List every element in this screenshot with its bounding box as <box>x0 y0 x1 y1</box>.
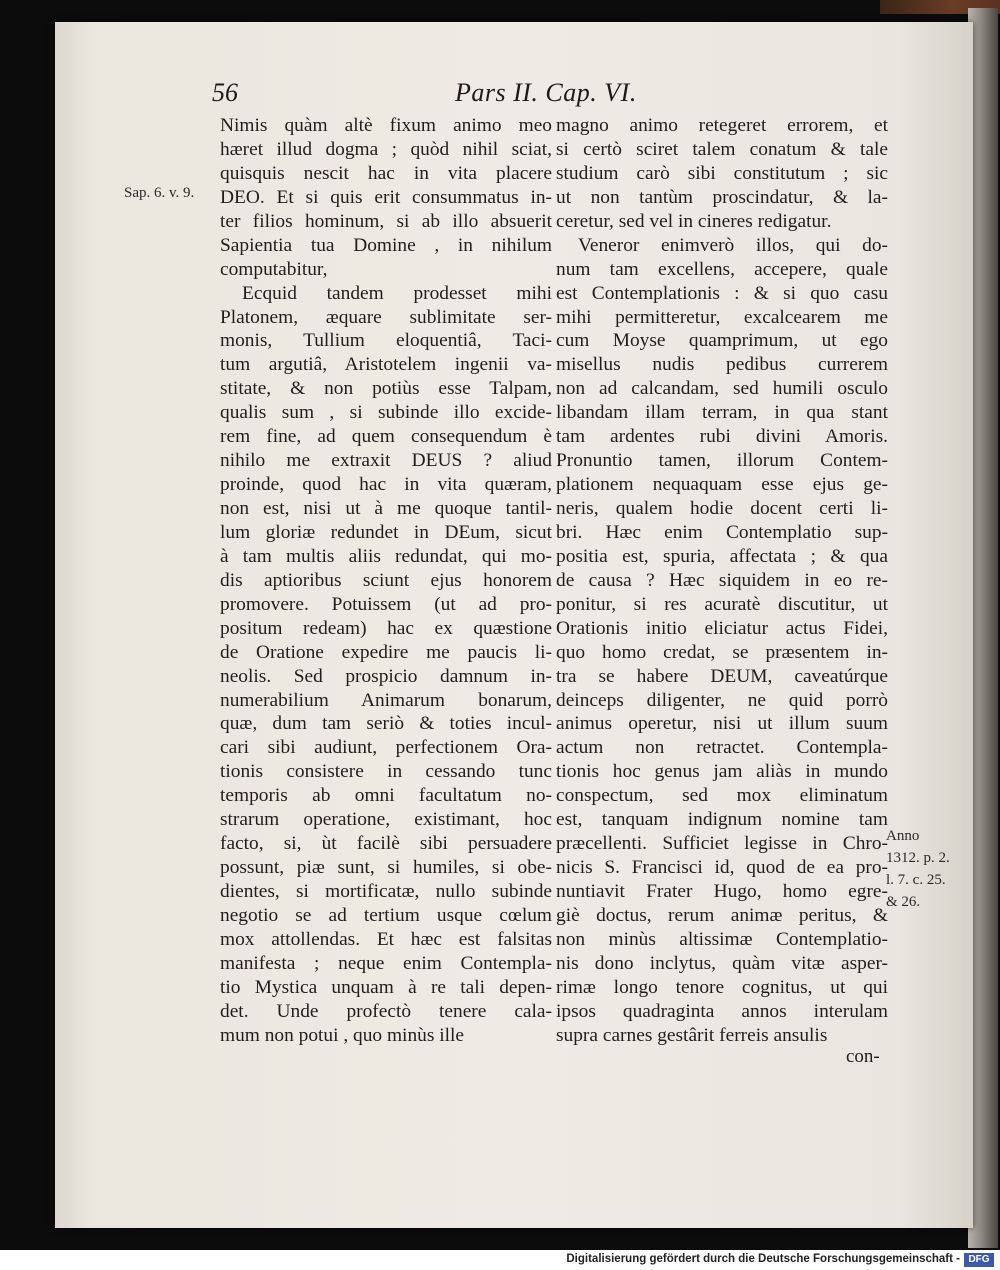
text-line: non ad calcandam, sed humili osculo <box>556 378 888 400</box>
text-line: DEO. Et si quis erit consummatus in- <box>220 186 552 208</box>
text-line: quo homo credat, se præsentem in- <box>556 641 888 663</box>
running-head: Pars II. Cap. VI. <box>455 78 637 107</box>
text-line: rem fine, ad quem consequendum è <box>220 426 552 448</box>
text-line: Sapientia tua Domine , in nihilum <box>220 234 552 256</box>
text-line: manifesta ; neque enim Contempla- <box>220 952 552 974</box>
text-line: Nimis quàm altè fixum animo meo <box>220 115 552 136</box>
page-number: 56 <box>212 78 238 107</box>
text-line: si certò sciret talem conatum & tale <box>556 138 888 160</box>
text-line: Veneror enimverò illos, qui do- <box>578 234 888 256</box>
text-line: non est, nisi ut à me quoque tantil- <box>220 498 552 519</box>
text-line: hæret illud dogma ; quòd nihil sciat, <box>220 138 552 160</box>
text-line: qualis sum , si subinde illo excide- <box>220 402 552 424</box>
text-line: dis aptioribus sciunt ejus honorem <box>220 569 552 591</box>
text-line: Ecquid tandem prodesset mihi <box>242 282 552 304</box>
margin-note-scripture-ref: Sap. 6. v. 9. <box>124 185 195 201</box>
text-line: de Oratione expedire me paucis li- <box>220 641 552 663</box>
footer-credit: Digitalisierung gefördert durch die Deutsche Forschungsgemeinschaft - <box>566 1253 960 1265</box>
text-line: proinde, quod hac in vita quæram, <box>220 474 552 496</box>
text-line: negotio se ad tertium usque cœlum <box>220 904 552 926</box>
text-line: num tam excellens, accepere, quale <box>556 258 888 280</box>
text-line: Orationis initio eliciatur actus Fidei, <box>556 617 888 639</box>
text-line: nihilo me extraxit DEUS ? aliud <box>220 450 552 472</box>
text-line: dientes, si mortificatæ, nullo subinde <box>220 881 552 902</box>
left-text-column <box>220 114 552 1048</box>
text-line: libandam illam terram, in qua stant <box>556 402 888 424</box>
text-line: non minùs altissimæ Contemplatio- <box>556 928 888 950</box>
text-line: plationem nequaquam esse ejus ge- <box>556 474 888 496</box>
text-line: quisquis nescit hac in vita placere <box>220 162 552 184</box>
footer-bar <box>0 1250 1000 1270</box>
text-line: de causa ? Hæc siquidem in eo re- <box>556 569 888 591</box>
text-line: conspectum, sed mox eliminatum <box>556 785 888 807</box>
text-line: mihi permitteretur, excalcearem me <box>556 306 888 328</box>
text-line: ter filios hominum, si ab illo absuerit <box>220 210 552 232</box>
text-line: supra carnes gestârit ferreis ansulis <box>556 1024 828 1046</box>
text-line: magno animo retegeret errorem, et <box>556 115 888 136</box>
text-line: computabitur, <box>220 258 328 280</box>
text-line: positia est, spuria, affectata ; & qua <box>556 545 888 567</box>
dfg-logo: DFG <box>964 1253 994 1267</box>
text-line: tum argutiâ, Aristotelem ingenii va- <box>220 354 552 376</box>
text-line: est, tanquam indignum nomine tam <box>556 809 888 831</box>
text-line: tio Mystica unquam à re tali depen- <box>220 976 552 998</box>
text-line: actum non retractet. Contempla- <box>556 737 888 759</box>
text-line: ipsos quadraginta annos interulam <box>556 1000 888 1022</box>
text-line: giè doctus, rerum animæ peritus, & <box>556 904 888 926</box>
text-line: à tam multis aliis redundat, qui mo- <box>220 545 552 567</box>
text-line: positum redeam) hac ex quæstione <box>220 617 552 639</box>
text-line: præcellenti. Sufficiet legisse in Chro- <box>556 833 888 855</box>
text-line: neolis. Sed prospicio damnum in- <box>220 665 552 687</box>
text-line: cari sibi audiunt, perfectionem Ora- <box>220 737 552 759</box>
text-line: nis dono inclytus, quàm vitæ asper- <box>556 952 888 974</box>
text-line: monis, Tullium eloquentiâ, Taci- <box>220 330 552 352</box>
text-line: studium carò sibi constitutum ; sic <box>556 162 888 184</box>
text-line: tionis consistere in cessando tunc <box>220 761 552 783</box>
text-line: tionis hoc genus jam aliàs in mundo <box>556 761 888 783</box>
text-line: facto, si, ùt facilè sibi persuadere <box>220 833 552 855</box>
text-line: quæ, dum tam seriò & toties incul- <box>220 713 552 735</box>
text-line: nicis S. Francisci id, quod de ea pro- <box>556 857 888 879</box>
text-line: temporis ab omni facultatum no- <box>220 785 552 807</box>
right-text-column <box>556 114 888 1048</box>
text-line: tam ardentes rubi divini Amoris. <box>556 426 888 448</box>
margin-note-anno-line: & 26. <box>886 894 921 910</box>
text-line: ut non tantùm proscindatur, & la- <box>556 186 888 208</box>
text-line: stitate, & non potiùs esse Talpam, <box>220 378 552 400</box>
text-line: mum non potui , quo minùs ille <box>220 1024 465 1046</box>
text-line: Platonem, æquare sublimitate ser- <box>220 306 552 328</box>
text-line: promovere. Potuissem (ut ad pro- <box>220 593 552 615</box>
text-line: lum gloriæ redundet in DEum, sicut <box>220 521 552 543</box>
margin-note-anno-line: Anno <box>886 828 920 844</box>
text-line: animus operetur, nisi ut illum suum <box>556 713 888 735</box>
text-line: Pronuntio tamen, illorum Contem- <box>556 450 888 472</box>
text-line: est Contemplationis : & si quo casu <box>556 282 888 304</box>
text-line: neris, qualem hodie docent certi li- <box>556 498 888 519</box>
text-line: bri. Hæc enim Contemplatio sup- <box>556 521 888 543</box>
margin-note-anno-line: 1312. p. 2. <box>886 850 950 866</box>
text-line: ceretur, sed vel in cineres redigatur. <box>556 210 832 232</box>
text-line: numerabilium Animarum bonarum, <box>220 689 552 711</box>
text-line: ponitur, si res acuratè discutitur, ut <box>556 593 888 615</box>
text-line: nuntiavit Frater Hugo, homo egre- <box>556 881 888 902</box>
text-line: det. Unde profectò tenere cala- <box>220 1000 552 1022</box>
margin-note-anno-line: l. 7. c. 25. <box>886 872 946 888</box>
text-line: mox attollendas. Et hæc est falsitas <box>220 928 552 950</box>
text-line: cum Moyse quamprimum, ut ego <box>556 330 888 352</box>
text-line: strarum operatione, existimant, hoc <box>220 809 552 831</box>
text-line: deinceps diligenter, ne quid porrò <box>556 689 888 711</box>
text-line: tra se habere DEUM, caveatúrque <box>556 665 888 687</box>
text-line: misellus nudis pedibus currerem <box>556 354 888 376</box>
catchword: con- <box>846 1046 880 1067</box>
text-line: possunt, piæ sunt, si humiles, si obe- <box>220 857 552 879</box>
text-line: rimæ longo tenore cognitus, ut qui <box>556 976 888 998</box>
